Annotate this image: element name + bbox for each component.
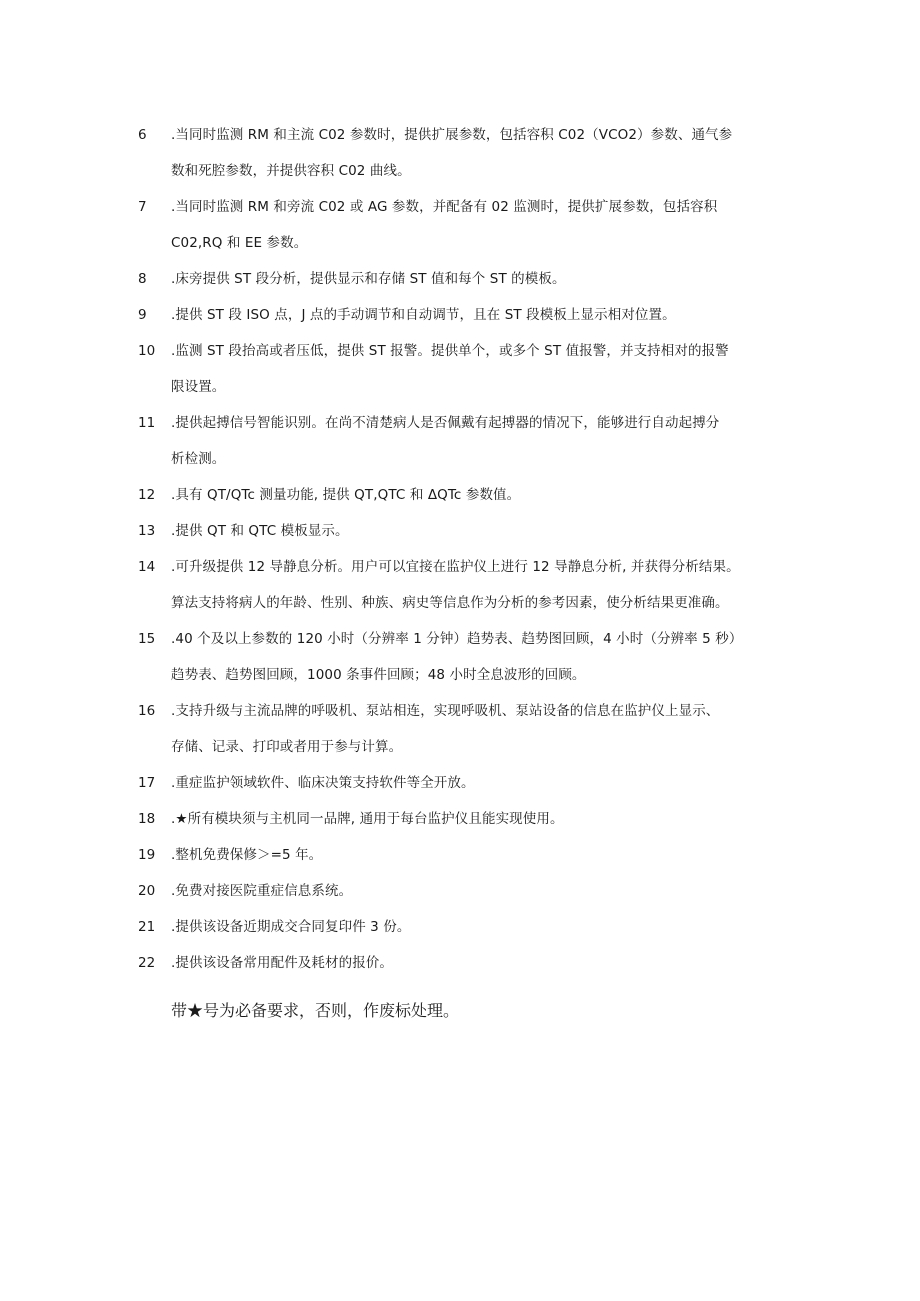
item-text-line: C02,RQ 和 EE 参数。 [171, 235, 308, 251]
list-item [138, 123, 798, 184]
item-number: 13 [138, 523, 156, 539]
item-number: 15 [138, 631, 156, 647]
list-item [138, 411, 798, 472]
item-text [171, 699, 798, 760]
item-text-line: .支持升级与主流品牌的呼吸机、泵站相连，实现呼吸机、泵站设备的信息在监护仪上显示、 [171, 703, 720, 719]
item-text-line: .提供 ST 段 ISO 点，J 点的手动调节和自动调节，且在 ST 段模板上显示相对位置。 [171, 307, 676, 323]
item-number: 19 [138, 847, 156, 863]
item-text [171, 555, 798, 616]
item-text [171, 807, 798, 832]
item-text [171, 483, 798, 508]
item-number: 17 [138, 775, 156, 791]
item-number: 12 [138, 487, 156, 503]
item-number: 8 [138, 271, 147, 287]
item-text-line: .提供 QT 和 QTC 模板显示。 [171, 523, 349, 539]
footer-note: 带★号为必备要求，否则，作废标处理。 [171, 1001, 460, 1020]
item-text-line: .整机免费保修＞=5 年。 [171, 847, 323, 863]
item-text-line: 趋势表、趋势图回顾，1000 条事件回顾；48 小时全息波形的回顾。 [171, 667, 586, 683]
item-text [171, 303, 798, 328]
item-number: 16 [138, 703, 156, 719]
item-text-line: .免费对接医院重症信息系统。 [171, 883, 353, 899]
item-text-line: .提供起搏信号智能识别。在尚不清楚病人是否佩戴有起搏器的情况下，能够进行自动起搏分 [171, 415, 720, 431]
item-number: 7 [138, 199, 147, 215]
item-text-line: .提供该设备常用配件及耗材的报价。 [171, 955, 393, 971]
item-text-line: .40 个及以上参数的 120 小时（分辨率 1 分钟）趋势表、趋势图回顾，4 小时（分辨率 5 秒） [171, 631, 743, 647]
item-text [171, 951, 798, 976]
item-text [171, 267, 798, 292]
item-text-line: .当同时监测 RM 和旁流 C02 或 AG 参数，并配备有 02 监测时，提供扩展参数，包括容积 [171, 199, 718, 215]
item-text [171, 339, 798, 400]
list-item [138, 807, 798, 832]
list-item [138, 879, 798, 904]
item-text-line: 数和死腔参数，并提供容积 C02 曲线。 [171, 163, 411, 179]
requirements-list [138, 123, 798, 987]
list-item [138, 519, 798, 544]
list-item [138, 195, 798, 256]
item-number: 21 [138, 919, 156, 935]
item-text [171, 843, 798, 868]
item-text [171, 519, 798, 544]
item-text [171, 627, 798, 688]
item-text-line: .提供该设备近期成交合同复印件 3 份。 [171, 919, 411, 935]
item-text-line: .具有 QT/QTc 测量功能, 提供 QT,QTC 和 ΔQTc 参数值。 [171, 487, 521, 503]
item-text-line: 限设置。 [171, 379, 226, 395]
item-text-line: .★所有模块须与主机同一品牌, 通用于每台监护仪且能实现使用。 [171, 811, 564, 827]
list-item [138, 483, 798, 508]
item-text-line: .可升级提供 12 导静息分析。用户可以宜接在监护仪上进行 12 导静息分析, 并获得分析结果。 [171, 559, 740, 575]
item-number: 18 [138, 811, 156, 827]
list-item [138, 699, 798, 760]
list-item [138, 627, 798, 688]
item-text-line: 析检测。 [171, 451, 226, 467]
item-text [171, 771, 798, 796]
list-item [138, 303, 798, 328]
item-text-line: 存储、记录、打印或者用于参与计算。 [171, 739, 403, 755]
list-item [138, 771, 798, 796]
list-item [138, 555, 798, 616]
item-text-line: .重症监护领域软件、临床决策支持软件等全开放。 [171, 775, 475, 791]
list-item [138, 951, 798, 976]
item-number: 22 [138, 955, 156, 971]
item-number: 20 [138, 883, 156, 899]
list-item [138, 843, 798, 868]
list-item [138, 915, 798, 940]
item-text-line: 算法支持将病人的年龄、性别、种族、病史等信息作为分析的参考因素，使分析结果更准确。 [171, 595, 729, 611]
item-text-line: .监测 ST 段抬高或者压低，提供 ST 报警。提供单个，或多个 ST 值报警，并支持相对的报警 [171, 343, 729, 359]
item-number: 10 [138, 343, 156, 359]
item-number: 14 [138, 559, 156, 575]
item-text-line: .当同时监测 RM 和主流 C02 参数时，提供扩展参数，包括容积 C02（VCO2）参数、通气参 [171, 127, 733, 143]
list-item [138, 339, 798, 400]
item-text [171, 123, 798, 184]
item-text [171, 195, 798, 256]
item-text [171, 411, 798, 472]
list-item [138, 267, 798, 292]
item-number: 9 [138, 307, 147, 323]
item-number: 6 [138, 127, 147, 143]
item-text [171, 915, 798, 940]
item-text-line: .床旁提供 ST 段分析，提供显示和存储 ST 值和每个 ST 的模板。 [171, 271, 566, 287]
item-number: 11 [138, 415, 156, 431]
item-text [171, 879, 798, 904]
